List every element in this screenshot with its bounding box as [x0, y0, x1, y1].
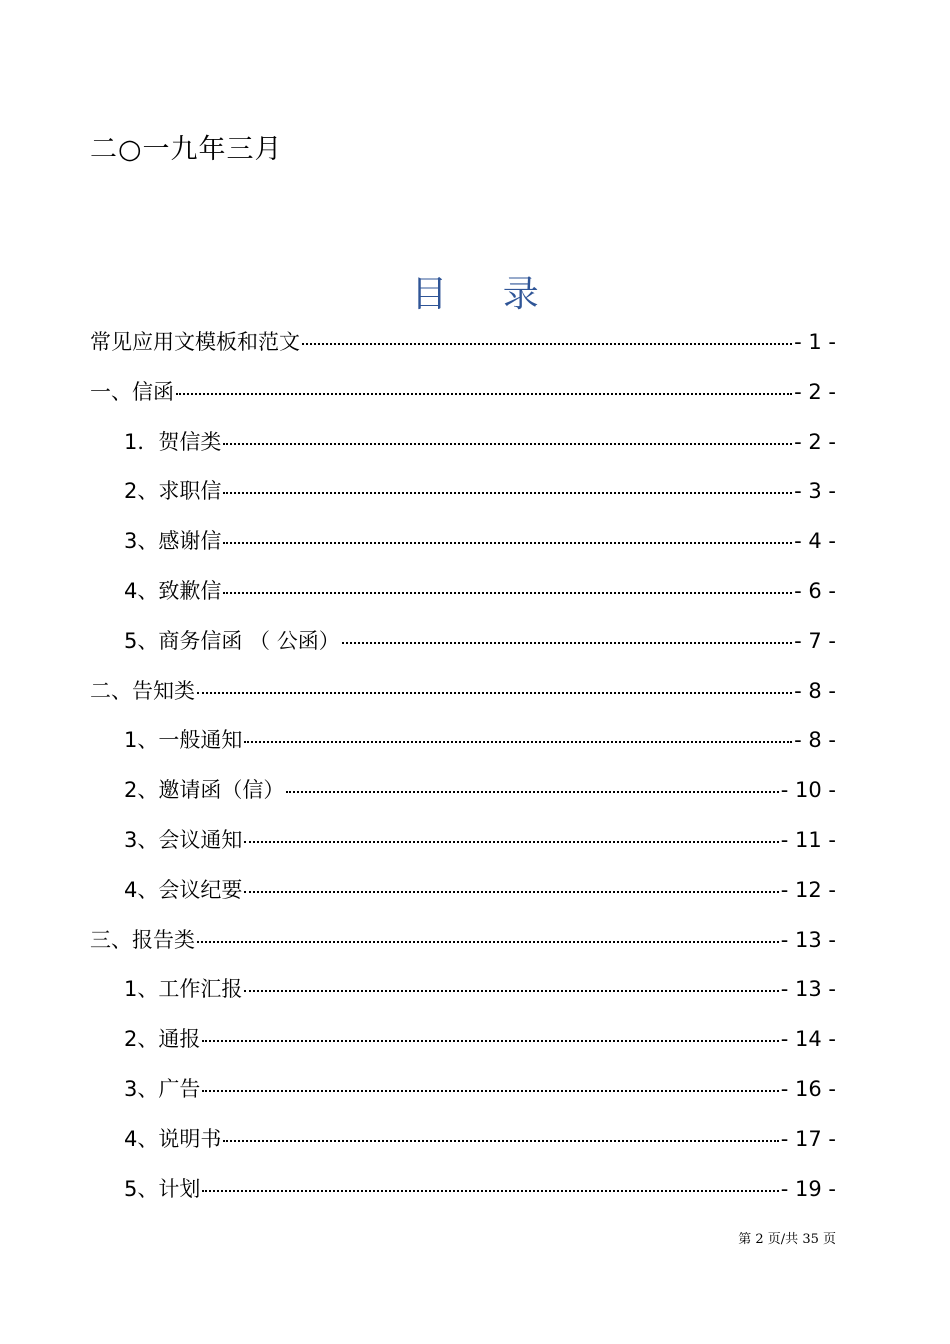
toc-entry[interactable]	[90, 916, 836, 966]
toc-entry-label: 二、告知类	[90, 678, 195, 703]
toc-entry[interactable]	[90, 467, 836, 517]
toc-entry[interactable]	[90, 716, 836, 766]
toc-entry[interactable]	[90, 617, 836, 667]
toc-dot-leader	[223, 492, 792, 494]
toc-dot-leader	[197, 941, 779, 943]
toc-entry[interactable]	[90, 1065, 836, 1115]
toc-entry-page-number: - 12 -	[780, 877, 836, 902]
toc-entry-page-number: - 3 -	[794, 479, 836, 504]
toc-entry-label: 4、说明书	[124, 1126, 222, 1151]
toc-entry[interactable]	[90, 667, 836, 717]
toc-entry-label: 4、会议纪要	[124, 877, 243, 902]
toc-entry-page-number: - 2 -	[794, 429, 836, 454]
toc-entry[interactable]	[90, 318, 836, 368]
toc-dot-leader	[223, 592, 792, 594]
toc-dot-leader	[176, 393, 792, 395]
toc-entry-label: 三、报告类	[90, 927, 195, 952]
document-date: 二○一九年三月	[90, 134, 283, 165]
toc-dot-leader	[286, 791, 778, 793]
toc-entry-page-number: - 13 -	[780, 977, 836, 1002]
toc-entry-label: 4、致歉信	[124, 578, 222, 603]
toc-entry-label: 2、求职信	[124, 479, 222, 504]
toc-entry-page-number: - 8 -	[794, 678, 836, 703]
toc-dot-leader	[244, 841, 778, 843]
toc-entry[interactable]	[90, 368, 836, 418]
toc-entry-page-number: - 1 -	[794, 330, 836, 354]
toc-title: 目 录	[411, 274, 561, 315]
toc-entry-page-number: - 14 -	[780, 1027, 836, 1052]
toc-dot-leader	[202, 1190, 778, 1192]
toc-entry[interactable]	[90, 866, 836, 916]
toc-dot-leader	[197, 692, 792, 694]
toc-entry[interactable]	[90, 517, 836, 567]
toc-entry-page-number: - 2 -	[794, 379, 836, 404]
toc-dot-leader	[244, 891, 778, 893]
toc-entry-label: 3、感谢信	[124, 529, 222, 554]
toc-entry-label: 5、计划	[124, 1176, 201, 1201]
page-indicator: 第 2 页/共 35 页	[738, 1232, 836, 1247]
toc-entry[interactable]	[90, 816, 836, 866]
toc-entry-page-number: - 6 -	[794, 578, 836, 603]
toc-entry-label: 1、一般通知	[124, 728, 243, 753]
toc-dot-leader	[223, 1140, 778, 1142]
toc-entry-label: 2、通报	[124, 1027, 201, 1052]
toc-dot-leader	[223, 443, 792, 445]
toc-entry[interactable]	[90, 1165, 836, 1215]
toc-entry-label: 3、会议通知	[124, 827, 243, 852]
toc-entry[interactable]	[90, 766, 836, 816]
toc-entry-page-number: - 7 -	[794, 628, 836, 653]
toc-dot-leader	[202, 1090, 778, 1092]
toc-dot-leader	[342, 642, 792, 644]
toc-entry[interactable]	[90, 418, 836, 468]
toc-entry-label: 1．贺信类	[124, 429, 222, 454]
toc-entry[interactable]	[90, 567, 836, 617]
toc-entry-label: 一、信函	[90, 379, 174, 404]
toc-entry-label: 1、工作汇报	[124, 977, 243, 1002]
toc-dot-leader	[244, 741, 792, 743]
toc-entry-page-number: - 10 -	[780, 778, 836, 803]
toc-dot-leader	[223, 542, 792, 544]
toc-entry-page-number: - 13 -	[780, 927, 836, 952]
toc-entry-page-number: - 16 -	[780, 1076, 836, 1101]
toc-entry[interactable]	[90, 1015, 836, 1065]
toc-entry-label: 常见应用文模板和范文	[90, 330, 300, 354]
toc-entry-page-number: - 11 -	[780, 827, 836, 852]
toc-entry-label: 3、广告	[124, 1076, 201, 1101]
toc-entry-page-number: - 19 -	[780, 1176, 836, 1201]
toc-dot-leader	[202, 1040, 778, 1042]
toc-entry-label: 2、邀请函（信）	[124, 778, 285, 803]
toc-entry-label: 5、商务信函 （ 公函）	[124, 628, 340, 653]
toc-entry[interactable]	[90, 1115, 836, 1165]
table-of-contents	[90, 318, 836, 1214]
toc-entry-page-number: - 4 -	[794, 529, 836, 554]
toc-dot-leader	[244, 990, 778, 992]
toc-entry[interactable]	[90, 965, 836, 1015]
toc-dot-leader	[302, 343, 792, 345]
toc-entry-page-number: - 8 -	[794, 728, 836, 753]
toc-entry-page-number: - 17 -	[780, 1126, 836, 1151]
